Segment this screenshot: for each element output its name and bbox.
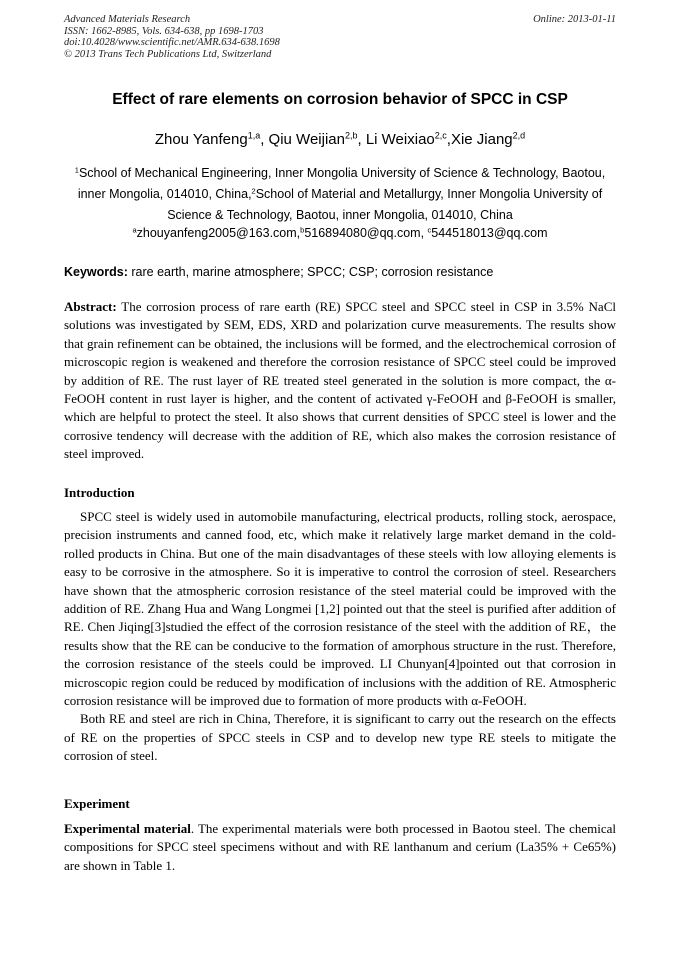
journal-header (64, 14, 616, 60)
experimental-material-label: Experimental material (64, 821, 191, 836)
online-date: Online: 2013-01-11 (533, 14, 616, 25)
author-sup: 1,a (247, 130, 261, 141)
abstract-label: Abstract: (64, 299, 117, 314)
author-sep: , (260, 131, 269, 148)
journal-issn: ISSN: 1662-8985, Vols. 634-638, pp 1698-1703 (64, 25, 264, 37)
introduction-heading: Introduction (64, 485, 135, 500)
introduction-body (64, 508, 616, 766)
keywords-label: Keywords: (64, 265, 128, 279)
author-name: Xie Jiang (450, 131, 513, 148)
journal-copyright: © 2013 Trans Tech Publications Ltd, Switzerland (64, 48, 272, 60)
affiliations (64, 163, 616, 226)
introduction-paragraph-1: SPCC steel is widely used in automobile manufacturing, electrical products, rolling stock, aerospace, precision instruments and canned food, etc, which make it relatively large market demand in the cold-rolled products in China. But one of the main disadvantages of these steels with low alloying elements is easy to be corrosive in the atmosphere. So it is imperative to control the corrosion of steel. Researchers have shown that the atmospheric corrosion resistance of the steel material could be improved with the addition of RE. Zhang Hua and Wang Longmei [1,2] pointed out that the steel is purified after addition of RE. Chen Jiqing[3]studied the effect of the corrosion resistance of the steel with the addition of RE，the results show that the RE can be conducive to the formation of amorphous structure in the rust. Therefore, the corrosion resistance of the steels could be improved. LI Chunyan[4]pointed out that corrosion in microscopic region could be reduced by modification of inclusions with the addition of RE. Atmospheric corrosion resistance will be improved due to formation of more products with α-FeOOH. (64, 509, 616, 709)
paper-title: Effect of rare elements on corrosion behavior of SPCC in CSP (112, 91, 568, 108)
introduction-paragraph-2: Both RE and steel are rich in China, Therefore, it is significant to carry out the research on the effects of RE on the properties of SPCC steels in CSP and to develop new type RE steels to mitigate the corrosion of steel. (64, 711, 616, 764)
journal-name: Advanced Materials Research (64, 14, 191, 25)
email-sup: c (427, 225, 432, 235)
affil-sup: 2 (251, 186, 256, 196)
email-sup: b (300, 225, 305, 235)
keywords (64, 265, 616, 279)
author-name: Li Weixiao (365, 131, 435, 148)
experimental-material-text: . The experimental materials were both processed in Baotou steel. The chemical compositions for SPCC steel specimens without and with RE lanthanum and cerium (La35% + Ce65%) are shown in Table 1. (64, 821, 617, 873)
journal-doi: doi:10.4028/www.scientific.net/AMR.634-638.1698 (64, 37, 280, 48)
experiment-heading: Experiment (64, 796, 130, 811)
author-sup: 2,c (434, 130, 447, 141)
abstract (64, 298, 616, 464)
experiment-paragraph (64, 820, 616, 875)
email-a[interactable]: zhouyanfeng2005@163.com, (136, 226, 301, 240)
email-sup: a (132, 225, 137, 235)
author-sep: , (357, 131, 366, 148)
abstract-text: The corrosion process of rare earth (RE) SPCC steel and SPCC steel in CSP in 3.5% NaCl solutions was investigated by SEM, EDS, XRD and polarization curve measurements. The results show that grain refinement can be obtained, the inclusions will be formed, and the electrochemical corrosion of microscopic region is weakened and therefore the corrosion resistance of SPCC steel could be improved by addition of RE. The rust layer of RE treated steel generated in the solution is more compact, the α-FeOOH content in rust layer is higher, and the content of activated γ-FeOOH and β-FeOOH is smaller, which are helpful to protect the steel. It also shows that current densities of SPCC steel is lower and the corrosive tendency will decrease with the addition of RE, which also makes the corrosion resistance of steel improved. (64, 299, 616, 462)
keywords-text: rare earth, marine atmosphere; SPCC; CSP; corrosion resistance (127, 265, 494, 279)
affiliation-2: School of Material and Metallurgy, Inner Mongolia University of Science & Technology, Baotou, inner Mongolia, 014010, China (167, 187, 603, 222)
email-b[interactable]: 516894080@qq.com, (304, 226, 428, 240)
affil-sup: 1 (74, 165, 79, 175)
author-sep: , (446, 131, 451, 148)
author-list (64, 131, 616, 148)
author-emails (64, 226, 616, 240)
affiliation-1: School of Mechanical Engineering, Inner Mongolia University of Science & Technology, Baotou, inner Mongolia, 014010, China, (77, 166, 606, 201)
author-sup: 2,d (512, 130, 526, 141)
experiment-body (64, 820, 616, 875)
author-name: Qiu Weijian (268, 131, 345, 148)
email-c[interactable]: 544518013@qq.com (431, 226, 548, 240)
author-name: Zhou Yanfeng (154, 131, 248, 148)
author-sup: 2,b (344, 130, 358, 141)
